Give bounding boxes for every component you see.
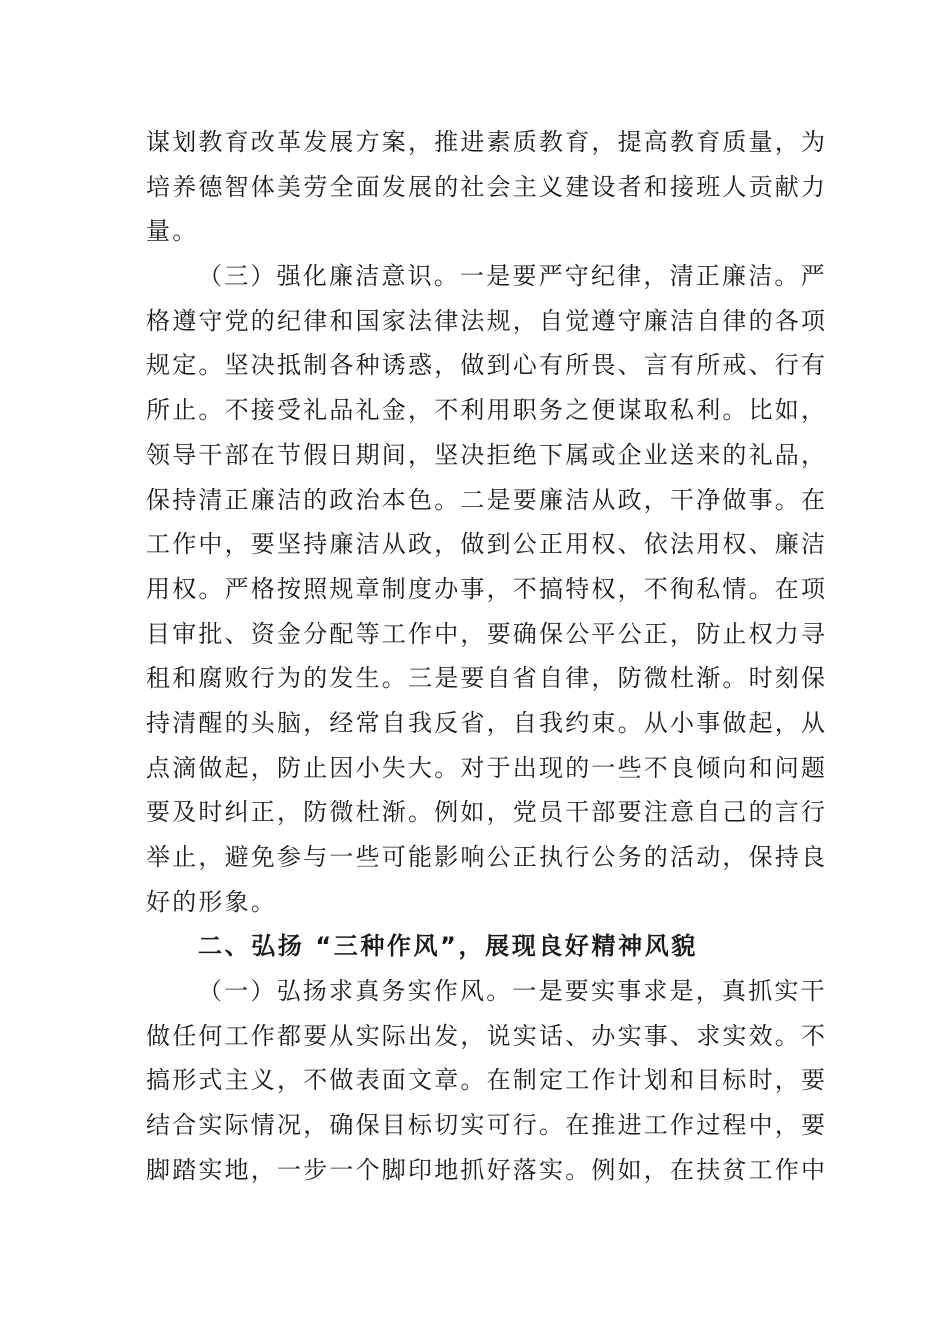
text-line: 目审批、资金分配等工作中，要确保公平公正，防止权力寻 bbox=[146, 619, 828, 648]
text-line: 脚踏实地，一步一个脚印地抓好落实。例如，在扶贫工作中 bbox=[146, 1155, 828, 1184]
text-line: 要及时纠正，防微杜渐。例如，党员干部要注意自己的言行 bbox=[146, 798, 828, 827]
text-line: 搞形式主义，不做表面文章。在制定工作计划和目标时，要 bbox=[146, 1066, 828, 1095]
text-line: 点滴做起，防止因小失大。对于出现的一些不良倾向和问题 bbox=[146, 753, 828, 782]
text-line: 保持清正廉洁的政治本色。二是要廉洁从政，干净做事。在 bbox=[146, 485, 828, 514]
text-line: 量。 bbox=[146, 217, 199, 246]
text-line: 持清醒的头脑，经常自我反省，自我约束。从小事做起，从 bbox=[146, 708, 828, 737]
text-line: 工作中，要坚持廉洁从政，做到公正用权、依法用权、廉洁 bbox=[146, 530, 828, 559]
text-line: 做任何工作都要从实际出发，说实话、办实事、求实效。不 bbox=[146, 1021, 828, 1050]
text-line: 所止。不接受礼品礼金，不利用职务之便谋取私利。比如， bbox=[146, 396, 828, 425]
text-line: 规定。坚决抵制各种诱惑，做到心有所畏、言有所戒、行有 bbox=[146, 351, 828, 380]
text-line: 谋划教育改革发展方案，推进素质教育，提高教育质量，为 bbox=[146, 128, 828, 156]
subsection-line: （一）弘扬求真务实作风。一是要实事求是，真抓实干 bbox=[198, 977, 827, 1006]
text-line: 培养德智体美劳全面发展的社会主义建设者和接班人贡献力 bbox=[146, 172, 828, 201]
subsection-line: （三）强化廉洁意识。一是要严守纪律，清正廉洁。严 bbox=[198, 262, 827, 291]
text-line: 用权。严格按照规章制度办事，不搞特权，不徇私情。在项 bbox=[146, 574, 828, 603]
text-line: 格遵守党的纪律和国家法律法规，自觉遵守廉洁自律的各项 bbox=[146, 306, 828, 335]
body-text bbox=[146, 120, 828, 1193]
text-line: 举止，避免参与一些可能影响公正执行公务的活动，保持良 bbox=[146, 843, 828, 871]
text-line: 领导干部在节假日期间，坚决拒绝下属或企业送来的礼品， bbox=[146, 440, 828, 469]
text-line: 结合实际情况，确保目标切实可行。在推进工作过程中，要 bbox=[146, 1111, 828, 1140]
text-line: 好的形象。 bbox=[146, 887, 277, 916]
section-heading: 二、弘扬 “三种作风”，展现良好精神风貌 bbox=[198, 932, 698, 961]
text-line: 租和腐败行为的发生。三是要自省自律，防微杜渐。时刻保 bbox=[146, 664, 828, 693]
